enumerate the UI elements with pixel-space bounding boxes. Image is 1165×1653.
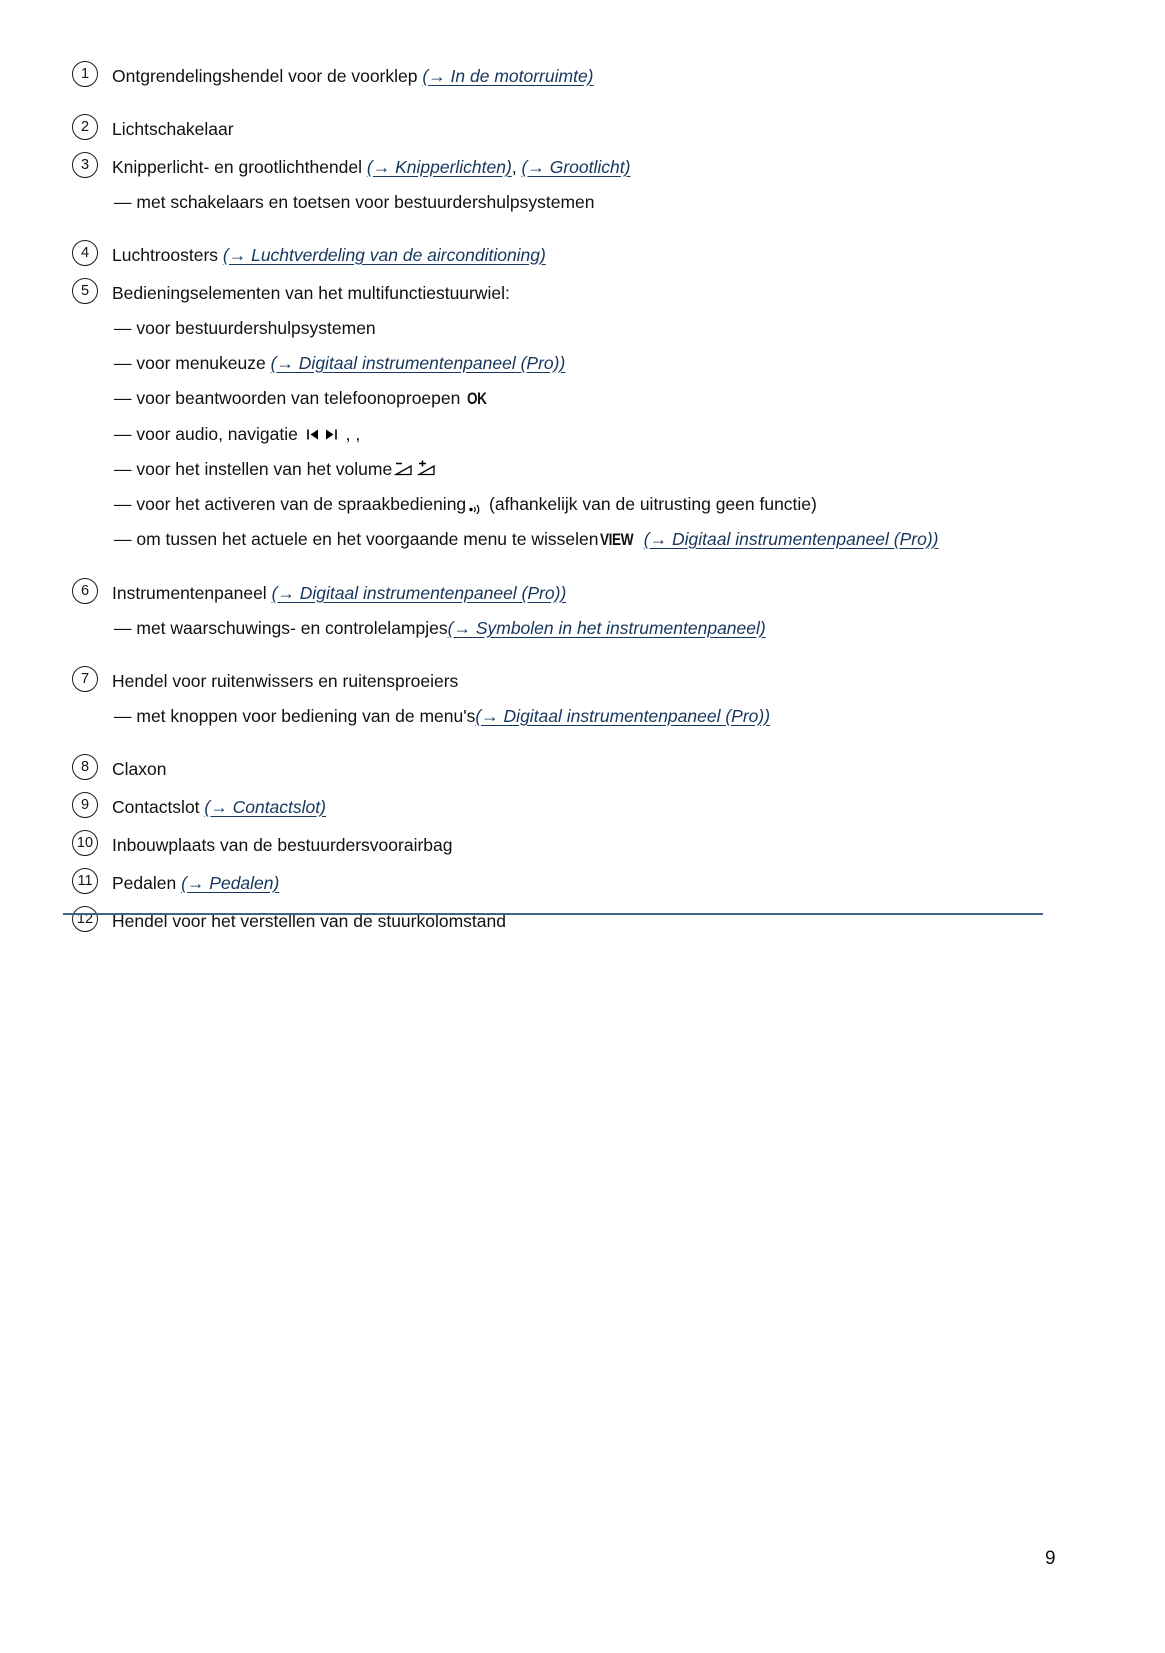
item-number-badge: 3: [72, 152, 98, 178]
item-number-badge: 2: [72, 114, 98, 140]
item-text: [112, 794, 326, 819]
cross-reference-link[interactable]: (→ Digitaal instrumentenpaneel (Pro)): [643, 529, 939, 549]
text-run: Instrumentenpaneel: [112, 583, 272, 603]
item-text: [112, 756, 166, 781]
text-run: Contactslot: [112, 797, 205, 817]
text-run: — met waarschuwings- en controlelampjes: [114, 618, 448, 638]
sub-item-text: [63, 190, 1058, 214]
list-item: [63, 154, 1058, 179]
text-run: Claxon: [112, 759, 167, 779]
text-run: Hendel voor ruitenwissers en ruitensproeiers: [112, 671, 459, 691]
volume-up-icon: [417, 457, 436, 481]
item-number-badge: 5: [72, 278, 98, 304]
text-run: — voor het instellen van het volume: [114, 459, 393, 479]
text-run: Knipperlicht- en grootlichthendel: [112, 157, 367, 177]
text-run: — met knoppen voor bediening van de menu's: [114, 706, 476, 726]
item-text: [112, 580, 566, 605]
controls-legend-list: [63, 50, 1058, 933]
item-text: [112, 154, 630, 179]
item-number-badge: 4: [72, 240, 98, 266]
cross-reference-link[interactable]: (→ Luchtverdeling van de airconditioning): [222, 245, 546, 265]
text-run: — voor menukeuze: [114, 353, 271, 373]
sub-item-text: [63, 386, 1058, 411]
text-run: — met schakelaars en toetsen voor bestuurdershulpsystemen: [114, 192, 595, 212]
item-text: [112, 242, 546, 267]
item-number-badge: 9: [72, 792, 98, 818]
list-item: [63, 794, 1058, 819]
text-run: Bedieningselementen van het multifunctiestuurwiel:: [112, 283, 510, 303]
volume-down-icon: [394, 457, 413, 481]
cross-reference-link[interactable]: (→ Knipperlichten): [366, 157, 512, 177]
sub-item-text: [63, 422, 1058, 446]
section-divider: [63, 913, 1043, 915]
item-text: [112, 870, 279, 895]
cross-reference-link[interactable]: (→ Grootlicht): [521, 157, 631, 177]
cross-reference-link[interactable]: (→ Pedalen): [181, 873, 280, 893]
list-item: [63, 116, 1058, 141]
text-run: — voor beantwoorden van telefoonoproepen: [114, 388, 466, 408]
sub-item-text: [63, 492, 1058, 516]
item-number-badge: 8: [72, 754, 98, 780]
voice-control-icon: [468, 492, 482, 516]
text-run: (afhankelijk van de uitrusting geen functie): [484, 494, 817, 514]
text-run: — voor bestuurdershulpsystemen: [114, 318, 376, 338]
ok-button-icon: OK: [467, 389, 487, 408]
text-run: — voor audio, navigatie: [114, 424, 303, 444]
item-text: [112, 63, 594, 88]
cross-reference-link[interactable]: (→ In de motorruimte): [422, 66, 594, 86]
list-item: [63, 242, 1058, 267]
item-number-badge: 6: [72, 578, 98, 604]
cross-reference-link[interactable]: (→ Digitaal instrumentenpaneel (Pro)): [270, 353, 566, 373]
item-number-badge: 10: [72, 830, 98, 856]
list-item: [63, 908, 1058, 933]
list-item: [63, 580, 1058, 605]
item-text: [112, 832, 453, 857]
text-run: Ontgrendelingshendel voor de voorklep: [112, 66, 423, 86]
list-item: [63, 280, 1058, 305]
item-number-badge: 1: [72, 61, 98, 87]
sub-item-text: [63, 616, 1058, 640]
text-run: — voor het activeren van de spraakbediening: [114, 494, 467, 514]
text-run: Pedalen: [112, 873, 182, 893]
list-item: [63, 756, 1058, 781]
text-run: Hendel voor het verstellen van de stuurkolomstand: [112, 911, 506, 931]
sub-item-text: [63, 527, 1058, 552]
cross-reference-link[interactable]: (→ Digitaal instrumentenpaneel (Pro)): [271, 583, 567, 603]
view-button-icon: VIEW: [600, 530, 634, 549]
sub-item-text: [63, 351, 1058, 375]
next-track-icon: [324, 422, 339, 446]
list-item: [63, 668, 1058, 693]
sub-item-text: [63, 316, 1058, 340]
item-text: [112, 280, 510, 305]
sub-item-text: [63, 704, 1058, 728]
item-text: [112, 116, 234, 141]
item-number-badge: 7: [72, 666, 98, 692]
text-run: , ,: [340, 424, 361, 444]
previous-track-icon: [305, 422, 320, 446]
text-run: Luchtroosters: [112, 245, 223, 265]
list-item: [63, 832, 1058, 857]
text-run: ,: [511, 157, 522, 177]
list-item: [63, 870, 1058, 895]
sub-item-text: [63, 457, 1058, 481]
item-text: [112, 908, 506, 933]
text-run: Inbouwplaats van de bestuurdersvoorairbag: [112, 835, 453, 855]
list-item: [63, 63, 1058, 88]
item-text: [112, 668, 458, 693]
text-run: — om tussen het actuele en het voorgaande menu te wisselen: [114, 529, 599, 549]
item-number-badge: 12: [72, 906, 98, 932]
cross-reference-link[interactable]: (→ Digitaal instrumentenpaneel (Pro)): [475, 706, 771, 726]
item-number-badge: 11: [72, 868, 98, 894]
cross-reference-link[interactable]: (→ Symbolen in het instrumentenpaneel): [447, 618, 766, 638]
cross-reference-link[interactable]: (→ Contactslot): [204, 797, 326, 817]
page-number: 9: [1045, 1548, 1056, 1569]
text-run: Lichtschakelaar: [112, 119, 234, 139]
